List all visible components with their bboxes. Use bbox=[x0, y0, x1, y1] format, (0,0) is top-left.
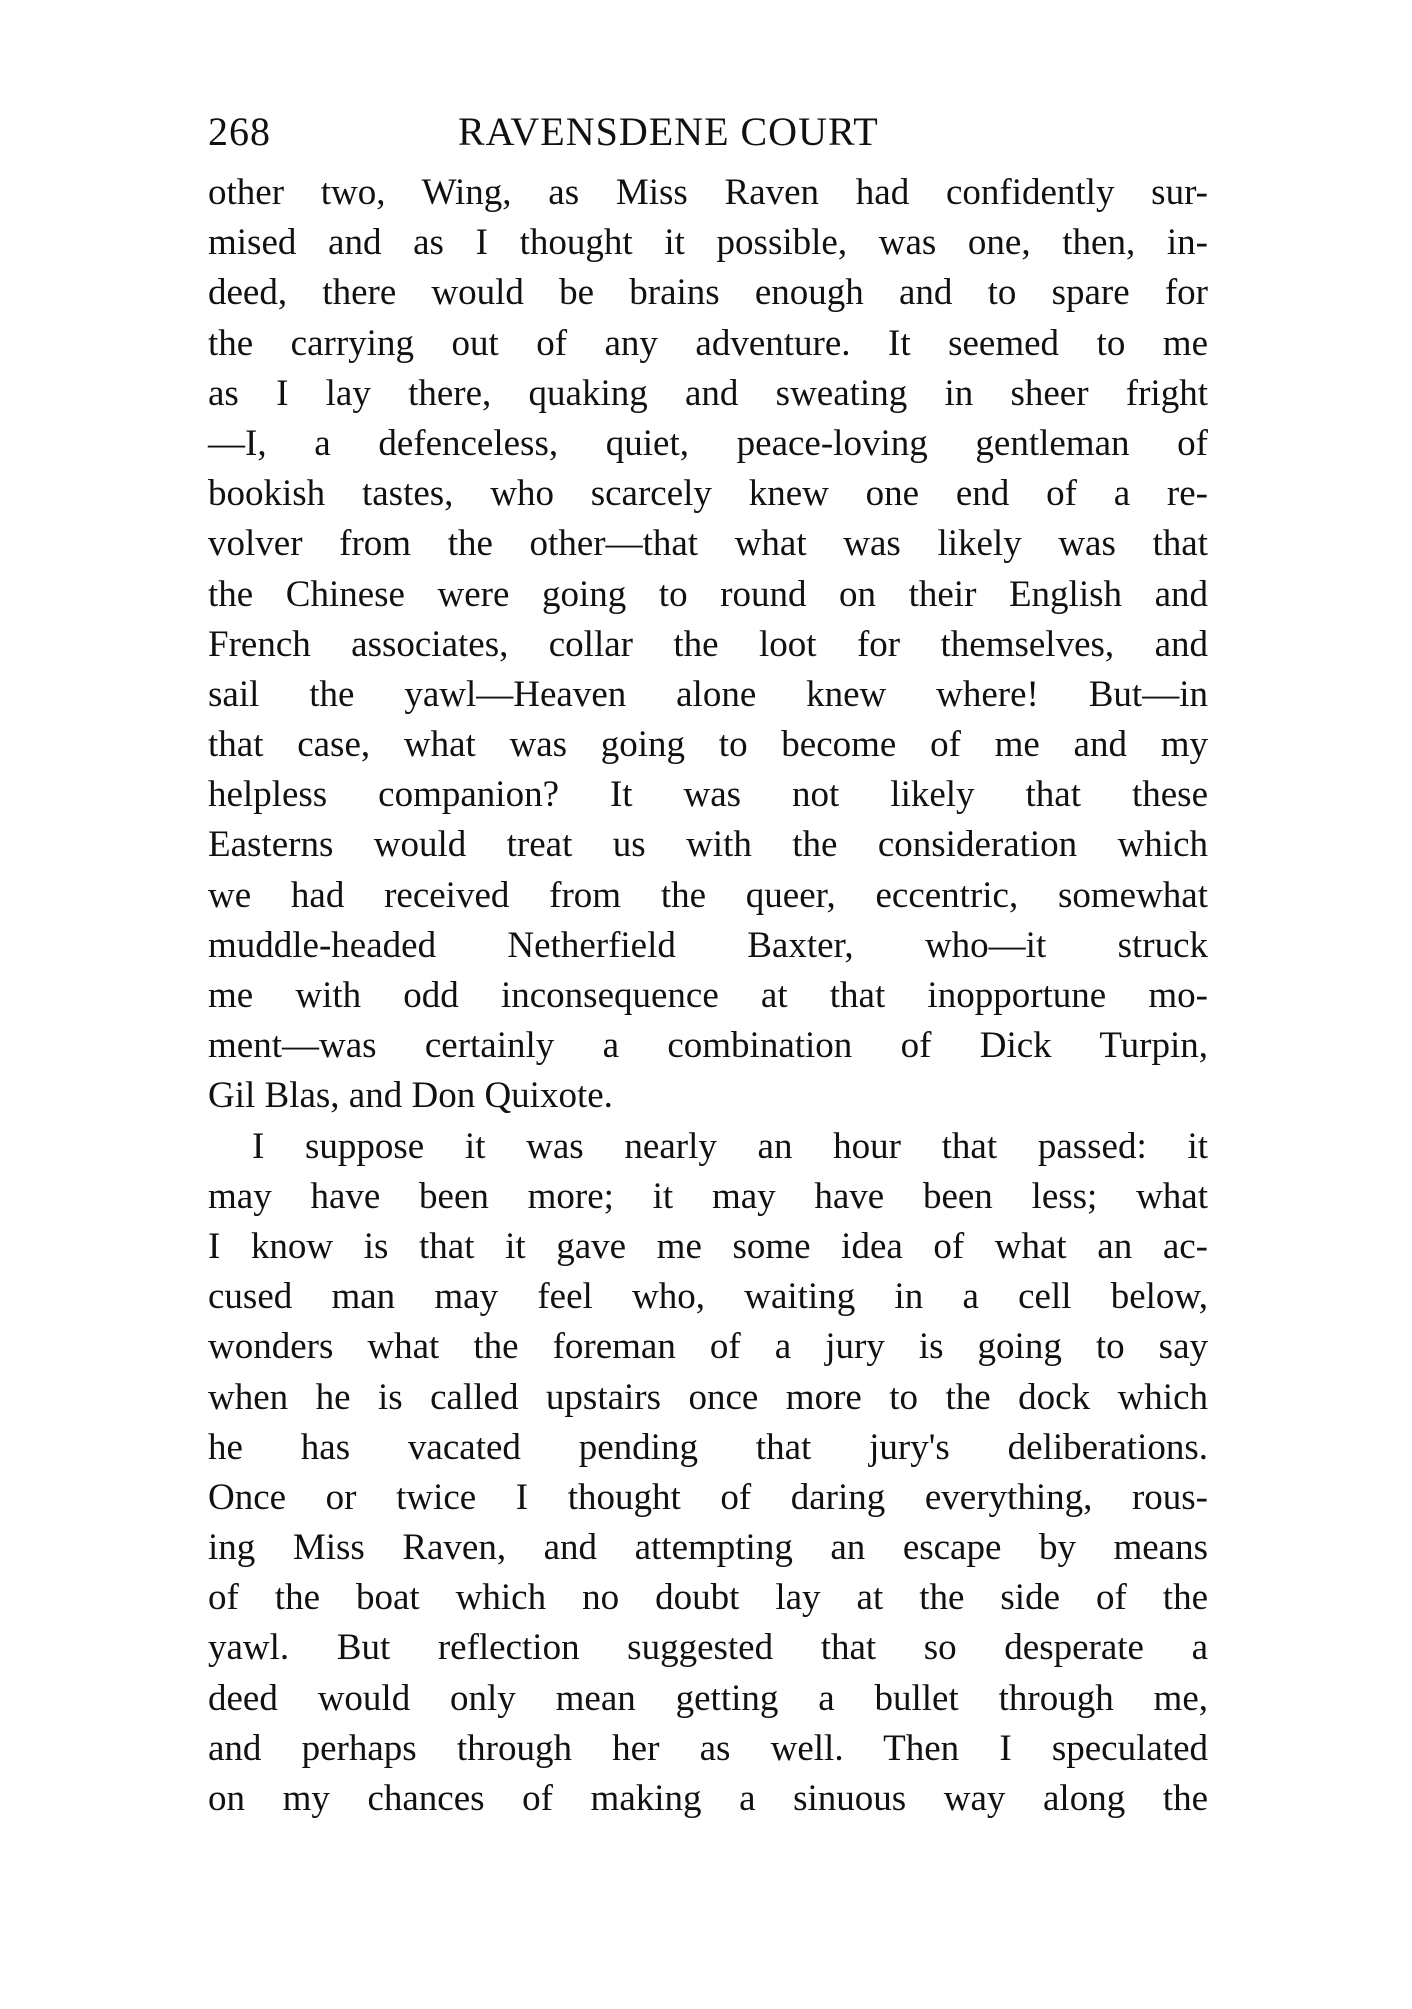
text-line: on my chances of making a sinuous way along the bbox=[208, 1778, 1208, 1819]
text-line: the Chinese were going to round on their English and bbox=[208, 573, 1208, 615]
running-title: RAVENSDENE COURT bbox=[458, 109, 879, 154]
body-text bbox=[208, 168, 1208, 1824]
text-line: and perhaps through her as well. Then I speculated bbox=[208, 1727, 1208, 1769]
running-head bbox=[208, 102, 1208, 162]
text-line: the carrying out of any adventure. It seemed to me bbox=[208, 322, 1208, 364]
text-line: I know is that it gave me some idea of what an ac- bbox=[208, 1225, 1208, 1267]
text-line: muddle-headed Netherfield Baxter, who—it struck bbox=[208, 924, 1208, 966]
paragraph-1 bbox=[208, 168, 1208, 1122]
page-number: 268 bbox=[208, 109, 271, 154]
text-line: as I lay there, quaking and sweating in sheer fright bbox=[208, 372, 1208, 414]
text-line: other two, Wing, as Miss Raven had confidently sur- bbox=[208, 172, 1208, 213]
text-line: volver from the other—that what was likely was that bbox=[208, 523, 1208, 565]
text-line: when he is called upstairs once more to the dock which bbox=[208, 1376, 1208, 1418]
text-line: helpless companion? It was not likely that these bbox=[208, 774, 1208, 816]
text-line: I suppose it was nearly an hour that passed: it bbox=[252, 1125, 1208, 1167]
text-line: Once or twice I thought of daring everything, rous- bbox=[208, 1476, 1208, 1518]
text-line: ment—was certainly a combination of Dick Turpin, bbox=[208, 1025, 1208, 1067]
text-line: me with odd inconsequence at that inopportune mo- bbox=[208, 975, 1208, 1016]
text-line: he has vacated pending that jury's deliberations. bbox=[208, 1426, 1208, 1468]
text-line: wonders what the foreman of a jury is going to say bbox=[208, 1326, 1208, 1368]
text-line: ing Miss Raven, and attempting an escape by means bbox=[208, 1527, 1208, 1569]
text-line: may have been more; it may have been less; what bbox=[208, 1175, 1208, 1217]
paragraph-2 bbox=[208, 1122, 1208, 1825]
text-line: of the boat which no doubt lay at the side of the bbox=[208, 1577, 1208, 1619]
text-line: deed, there would be brains enough and to spare for bbox=[208, 272, 1208, 314]
text-line: Gil Blas, and Don Quixote. bbox=[208, 1075, 613, 1117]
text-line: that case, what was going to become of me and my bbox=[208, 724, 1208, 766]
text-line: French associates, collar the loot for themselves, and bbox=[208, 623, 1208, 665]
text-line: deed would only mean getting a bullet through me, bbox=[208, 1677, 1208, 1719]
text-line: we had received from the queer, eccentric, somewhat bbox=[208, 874, 1208, 916]
text-line: bookish tastes, who scarcely knew one end of a re- bbox=[208, 473, 1208, 515]
text-line: sail the yawl—Heaven alone knew where! But—in bbox=[208, 673, 1208, 715]
text-line: —I, a defenceless, quiet, peace-loving gentleman of bbox=[208, 422, 1208, 464]
text-line: Easterns would treat us with the consideration which bbox=[208, 824, 1208, 866]
text-line: yawl. But reflection suggested that so desperate a bbox=[208, 1627, 1208, 1669]
text-line: cused man may feel who, waiting in a cell below, bbox=[208, 1276, 1208, 1318]
text-line: mised and as I thought it possible, was one, then, in- bbox=[208, 222, 1208, 264]
